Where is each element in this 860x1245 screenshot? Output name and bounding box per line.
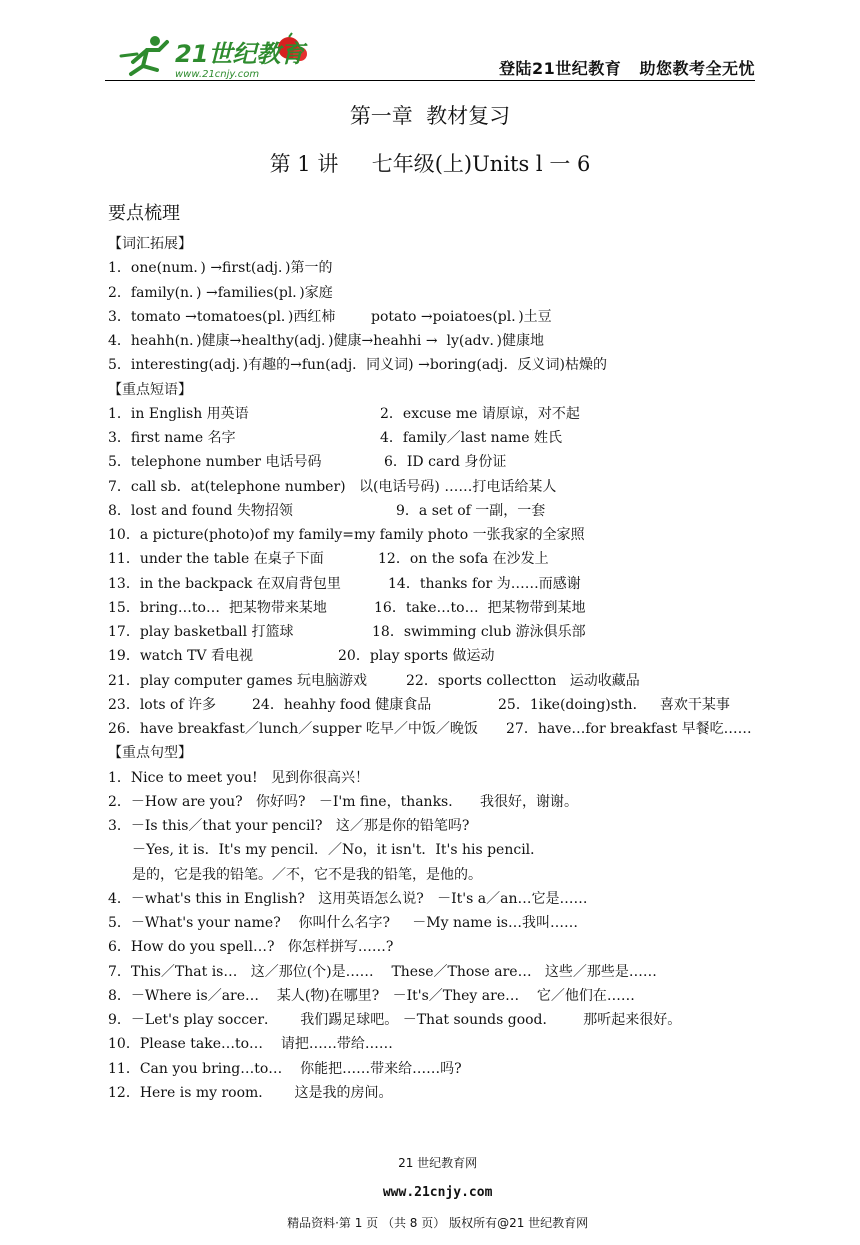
phrase-item: 19．watch TV 看电视 (108, 648, 253, 665)
phrase-row (108, 499, 768, 523)
phrase-item: 5．telephone number 电话号码 (108, 454, 322, 471)
phrase-row (108, 450, 768, 474)
phrase-row (108, 596, 768, 620)
phrase-row (108, 620, 768, 644)
page-header (105, 30, 755, 86)
phrase-item: 18．swimming club 游泳俱乐部 (372, 624, 586, 640)
phrase-item: 4．family／last name 姓氏 (380, 430, 563, 446)
logo-url: www.21cnjy.com (175, 69, 260, 80)
vocab-item: 2．family(n．) →families(pl．)家庭 (108, 284, 333, 301)
phrase-item: 9．a set of 一副，一套 (396, 502, 546, 519)
phrase-item: 22．sports collectton 运动收藏品 (406, 672, 640, 689)
phrase-item: 16．take…to… 把某物带到某地 (374, 599, 586, 616)
vocab-heading: 【词汇拓展】 (108, 236, 192, 252)
sentence-item: 6．How do you spell…? 你怎样拼写……? (108, 939, 394, 956)
footer-left: 21 世纪教育网 (398, 1156, 478, 1170)
sentence-item: 7．This／That is… 这／那位(个)是…… These／Those are… 这些／那些是…… (108, 963, 657, 980)
phrase-row (108, 669, 768, 693)
phrase-item: 26．have breakfast／lunch／supper 吃早／中饭／晚饭 (108, 721, 478, 737)
phrase-row (108, 402, 768, 426)
vocab-item: 4．heahh(n．)健康→healthy(adj．)健康→heahhi → ly(adv．)健康地 (108, 333, 545, 349)
vocab-item: 5．interesting(adj．)有趣的→fun(adj．同义词) →boring(adj．反义词)枯燥的 (108, 357, 607, 374)
sentence-list (108, 766, 768, 1106)
sentence-item: 是的，它是我的铅笔。／不，它不是我的铅笔，是他的。 (132, 866, 482, 883)
phrase-item: 10．a picture(photo)of my family=my family photo 一张我家的全家照 (108, 527, 585, 543)
phrase-item: 17．play basketball 打篮球 (108, 624, 294, 640)
phrase-item: 13．in the backpack 在双肩背包里 (108, 575, 341, 592)
sentence-item: 4．－what's this in English? 这用英语怎么说? －It's a／an…它是…… (108, 890, 588, 907)
page-footer (0, 1140, 860, 1245)
logo-text: 21世纪教育 (175, 40, 305, 68)
phrase-item: 1．in English 用英语 (108, 405, 249, 422)
phrase-row (108, 717, 768, 741)
vocab-item: 1．one(num．) →first(adj．)第一的 (108, 260, 333, 277)
header-slogan: 登陆21世纪教育 助您教考全无忧 (499, 59, 755, 78)
vocab-item: 3．tomato →tomatoes(pl．)西红柿 potato →poiatoes(pl．)土豆 (108, 308, 552, 325)
sentence-item: 10．Please take…to… 请把……带给…… (108, 1036, 393, 1053)
sentence-item: 12．Here is my room． 这是我的房间。 (108, 1084, 393, 1101)
phrase-item: 8．lost and found 失物招领 (108, 502, 293, 519)
phrase-item: 24．heahhy food 健康食品 (252, 696, 432, 713)
sentences-heading: 【重点句型】 (108, 745, 192, 762)
sentence-item: 3．－Is this／that your pencil? 这／那是你的铅笔吗? (108, 818, 470, 834)
phrase-row (108, 572, 768, 596)
sentence-item: 1．Nice to meet you! 见到你很高兴！ (108, 769, 369, 786)
phrase-item: 25．1ike(doing)sth． 喜欢干某事 (498, 696, 730, 713)
runner-logo-icon (113, 32, 313, 80)
phrase-row (108, 475, 768, 499)
phrase-item: 3．first name 名字 (108, 430, 236, 446)
phrase-row (108, 644, 768, 668)
footer-right: 精品资料·第 1 页 （共 8 页） 版权所有@21 世纪教育网 (287, 1216, 589, 1230)
phrase-item: 2．excuse me 请原谅，对不起 (380, 405, 580, 422)
phrase-item: 14．thanks for 为……而感谢 (388, 575, 581, 592)
phrase-item: 11．under the table 在桌子下面 (108, 551, 324, 568)
section-heading: 要点梳理 (108, 203, 180, 224)
vocab-list (108, 256, 768, 377)
phrase-item: 21．play computer games 玩电脑游戏 (108, 672, 368, 689)
phrase-item: 6．ID card 身份证 (384, 454, 507, 471)
phrases-heading: 【重点短语】 (108, 381, 192, 398)
phrase-row (108, 523, 768, 547)
footer-site-link[interactable]: www.21cnjy.com (382, 1185, 493, 1200)
sentence-item: 5．－What's your name? 你叫什么名字? －My name is…我叫…… (108, 915, 578, 931)
phrase-row (108, 547, 768, 571)
phrase-item: 12．on the sofa 在沙发上 (378, 551, 549, 568)
sentence-item: 2．－How are you? 你好吗? －I'm fine，thanks． 我很好，谢谢。 (108, 793, 579, 810)
lesson-title: 第 1 讲 七年级(上)Units l 一 6 (269, 152, 591, 176)
header-divider (105, 80, 755, 81)
chapter-title: 第一章 教材复习 (349, 104, 511, 128)
phrase-item: 23．lots of 许多 (108, 696, 217, 713)
phrase-item: 7．call sb．at(telephone number) 以(电话号码) ……打电话给某人 (108, 478, 557, 495)
phrase-row (108, 426, 768, 450)
phrase-list (108, 402, 768, 742)
document-body (108, 232, 768, 1105)
sentence-item: 8．－Where is／are… 某人(物)在哪里? －It's／They are… 它／他们在…… (108, 987, 635, 1004)
site-logo[interactable] (113, 32, 313, 80)
phrase-item: 20．play sports 做运动 (338, 648, 495, 665)
sentence-item: 11．Can you bring…to… 你能把……带来给……吗? (108, 1060, 462, 1077)
phrase-item: 27．have…for breakfast 早餐吃…… (506, 721, 752, 737)
phrase-item: 15．bring…to… 把某物带来某地 (108, 599, 327, 616)
sentence-item: 9．－Let's play soccer． 我们踢足球吧。 －That sounds good． 那听起来很好。 (108, 1012, 682, 1028)
sentence-item: －Yes, it is．It's my pencil．／No，it isn't．It's his pencil． (132, 842, 545, 859)
phrase-row (108, 693, 768, 717)
